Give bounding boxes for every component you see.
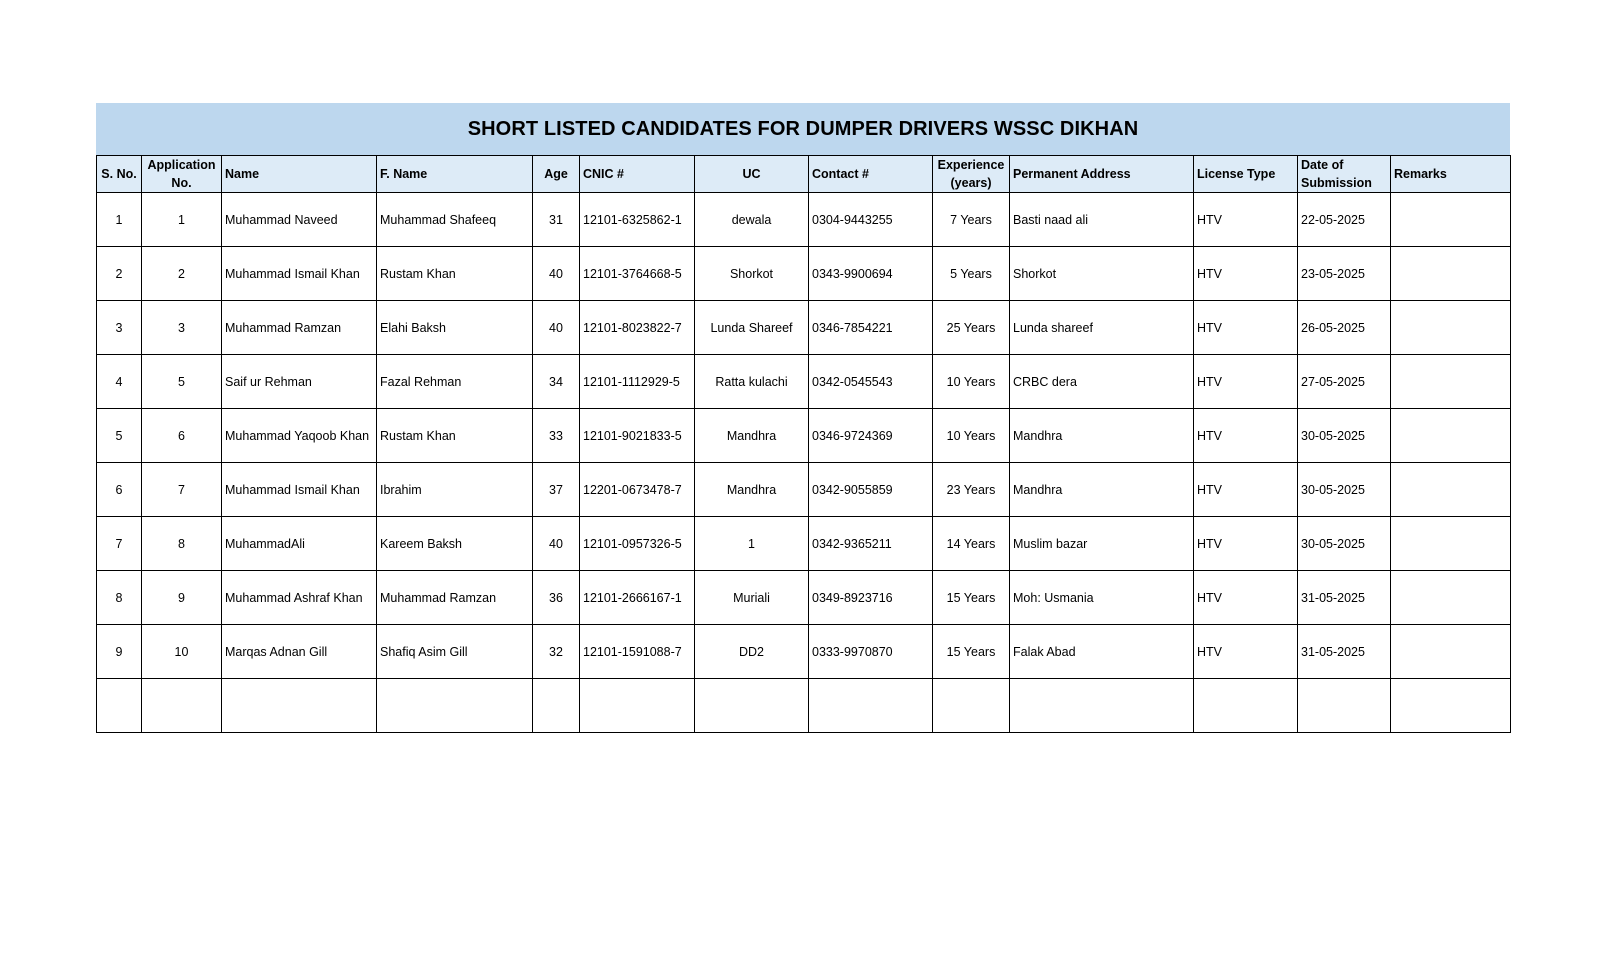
cell-fname: Rustam Khan — [377, 247, 533, 301]
cell-fname: Ibrahim — [377, 463, 533, 517]
cell-contact: 0342-0545543 — [809, 355, 933, 409]
cell-date: 31-05-2025 — [1298, 571, 1391, 625]
cell-experience: 25 Years — [933, 301, 1010, 355]
header-uc: UC — [695, 156, 809, 193]
cell-address: Shorkot — [1010, 247, 1194, 301]
cell-cnic: 12101-3764668-5 — [580, 247, 695, 301]
cell-uc: Mandhra — [695, 409, 809, 463]
cell-remarks — [1391, 679, 1511, 733]
cell-uc: Ratta kulachi — [695, 355, 809, 409]
cell-remarks — [1391, 463, 1511, 517]
cell-uc: Muriali — [695, 571, 809, 625]
cell-sno — [97, 679, 142, 733]
cell-fname: Elahi Baksh — [377, 301, 533, 355]
cell-address: Lunda shareef — [1010, 301, 1194, 355]
cell-name: Saif ur Rehman — [222, 355, 377, 409]
cell-remarks — [1391, 409, 1511, 463]
header-permanent-address: Permanent Address — [1010, 156, 1194, 193]
cell-address: Falak Abad — [1010, 625, 1194, 679]
table-row — [97, 247, 1511, 301]
header-cnic: CNIC # — [580, 156, 695, 193]
cell-contact: 0346-9724369 — [809, 409, 933, 463]
cell-address: Basti naad ali — [1010, 193, 1194, 247]
cell-sno: 9 — [97, 625, 142, 679]
cell-contact: 0333-9970870 — [809, 625, 933, 679]
cell-date: 30-05-2025 — [1298, 409, 1391, 463]
cell-uc: 1 — [695, 517, 809, 571]
cell-experience: 15 Years — [933, 571, 1010, 625]
cell-app-no: 1 — [142, 193, 222, 247]
cell-date: 22-05-2025 — [1298, 193, 1391, 247]
cell-name: Muhammad Ashraf Khan — [222, 571, 377, 625]
cell-age: 34 — [533, 355, 580, 409]
header-experience: Experience (years) — [933, 156, 1010, 193]
cell-remarks — [1391, 517, 1511, 571]
cell-license — [1194, 679, 1298, 733]
cell-name: Marqas Adnan Gill — [222, 625, 377, 679]
cell-fname: Rustam Khan — [377, 409, 533, 463]
cell-cnic: 12101-6325862-1 — [580, 193, 695, 247]
cell-app-no: 8 — [142, 517, 222, 571]
cell-app-no: 3 — [142, 301, 222, 355]
candidates-table — [96, 155, 1511, 733]
cell-app-no: 10 — [142, 625, 222, 679]
cell-contact: 0342-9365211 — [809, 517, 933, 571]
cell-address: CRBC dera — [1010, 355, 1194, 409]
table-row — [97, 301, 1511, 355]
cell-fname: Shafiq Asim Gill — [377, 625, 533, 679]
cell-cnic: 12101-0957326-5 — [580, 517, 695, 571]
cell-sno: 8 — [97, 571, 142, 625]
header-father-name: F. Name — [377, 156, 533, 193]
cell-experience: 10 Years — [933, 355, 1010, 409]
candidates-sheet — [96, 103, 1510, 733]
cell-cnic: 12101-1112929-5 — [580, 355, 695, 409]
cell-contact: 0349-8923716 — [809, 571, 933, 625]
header-name: Name — [222, 156, 377, 193]
cell-remarks — [1391, 625, 1511, 679]
cell-sno: 4 — [97, 355, 142, 409]
cell-age: 31 — [533, 193, 580, 247]
cell-cnic — [580, 679, 695, 733]
cell-experience — [933, 679, 1010, 733]
cell-remarks — [1391, 355, 1511, 409]
cell-cnic: 12101-1591088-7 — [580, 625, 695, 679]
cell-address — [1010, 679, 1194, 733]
cell-uc: Lunda Shareef — [695, 301, 809, 355]
cell-sno: 1 — [97, 193, 142, 247]
table-row — [97, 517, 1511, 571]
cell-cnic: 12101-8023822-7 — [580, 301, 695, 355]
cell-age: 40 — [533, 247, 580, 301]
table-row — [97, 409, 1511, 463]
cell-address: Muslim bazar — [1010, 517, 1194, 571]
header-date-of-submission: Date of Submission — [1298, 156, 1391, 193]
cell-sno: 5 — [97, 409, 142, 463]
cell-experience: 14 Years — [933, 517, 1010, 571]
cell-fname: Muhammad Shafeeq — [377, 193, 533, 247]
cell-experience: 10 Years — [933, 409, 1010, 463]
cell-fname: Fazal Rehman — [377, 355, 533, 409]
cell-app-no: 2 — [142, 247, 222, 301]
cell-license: HTV — [1194, 463, 1298, 517]
cell-experience: 23 Years — [933, 463, 1010, 517]
cell-contact: 0343-9900694 — [809, 247, 933, 301]
cell-uc: dewala — [695, 193, 809, 247]
cell-date — [1298, 679, 1391, 733]
cell-date: 26-05-2025 — [1298, 301, 1391, 355]
cell-name: Muhammad Ismail Khan — [222, 247, 377, 301]
cell-sno: 6 — [97, 463, 142, 517]
cell-license: HTV — [1194, 247, 1298, 301]
cell-age: 37 — [533, 463, 580, 517]
cell-name: Muhammad Ramzan — [222, 301, 377, 355]
table-row — [97, 463, 1511, 517]
cell-cnic: 12101-9021833-5 — [580, 409, 695, 463]
cell-name — [222, 679, 377, 733]
cell-contact: 0304-9443255 — [809, 193, 933, 247]
cell-license: HTV — [1194, 571, 1298, 625]
cell-uc: Mandhra — [695, 463, 809, 517]
cell-experience: 15 Years — [933, 625, 1010, 679]
table-row — [97, 355, 1511, 409]
header-contact: Contact # — [809, 156, 933, 193]
cell-date: 31-05-2025 — [1298, 625, 1391, 679]
header-application-no: Application No. — [142, 156, 222, 193]
cell-fname — [377, 679, 533, 733]
cell-age: 33 — [533, 409, 580, 463]
cell-fname: Muhammad Ramzan — [377, 571, 533, 625]
cell-remarks — [1391, 247, 1511, 301]
cell-sno: 3 — [97, 301, 142, 355]
cell-contact: 0342-9055859 — [809, 463, 933, 517]
cell-uc — [695, 679, 809, 733]
cell-remarks — [1391, 571, 1511, 625]
table-body — [97, 193, 1511, 733]
cell-name: MuhammadAli — [222, 517, 377, 571]
table-header-row — [97, 156, 1511, 193]
table-row — [97, 625, 1511, 679]
table-row — [97, 571, 1511, 625]
cell-sno: 7 — [97, 517, 142, 571]
cell-name: Muhammad Naveed — [222, 193, 377, 247]
cell-app-no: 7 — [142, 463, 222, 517]
cell-license: HTV — [1194, 301, 1298, 355]
cell-uc: DD2 — [695, 625, 809, 679]
cell-age: 32 — [533, 625, 580, 679]
header-age: Age — [533, 156, 580, 193]
cell-address: Moh: Usmania — [1010, 571, 1194, 625]
cell-sno: 2 — [97, 247, 142, 301]
cell-date: 30-05-2025 — [1298, 463, 1391, 517]
header-license-type: License Type — [1194, 156, 1298, 193]
cell-contact: 0346-7854221 — [809, 301, 933, 355]
cell-cnic: 12201-0673478-7 — [580, 463, 695, 517]
cell-cnic: 12101-2666167-1 — [580, 571, 695, 625]
cell-date: 23-05-2025 — [1298, 247, 1391, 301]
header-sno: S. No. — [97, 156, 142, 193]
cell-name: Muhammad Ismail Khan — [222, 463, 377, 517]
cell-age — [533, 679, 580, 733]
cell-date: 27-05-2025 — [1298, 355, 1391, 409]
cell-app-no: 5 — [142, 355, 222, 409]
cell-license: HTV — [1194, 193, 1298, 247]
cell-name: Muhammad Yaqoob Khan — [222, 409, 377, 463]
cell-contact — [809, 679, 933, 733]
cell-age: 40 — [533, 301, 580, 355]
cell-address: Mandhra — [1010, 463, 1194, 517]
cell-address: Mandhra — [1010, 409, 1194, 463]
table-row — [97, 679, 1511, 733]
cell-license: HTV — [1194, 625, 1298, 679]
table-row — [97, 193, 1511, 247]
cell-date: 30-05-2025 — [1298, 517, 1391, 571]
sheet-title: SHORT LISTED CANDIDATES FOR DUMPER DRIVERS WSSC DIKHAN — [96, 103, 1510, 155]
cell-remarks — [1391, 193, 1511, 247]
cell-app-no: 6 — [142, 409, 222, 463]
cell-uc: Shorkot — [695, 247, 809, 301]
header-remarks: Remarks — [1391, 156, 1511, 193]
cell-age: 36 — [533, 571, 580, 625]
cell-fname: Kareem Baksh — [377, 517, 533, 571]
cell-remarks — [1391, 301, 1511, 355]
cell-license: HTV — [1194, 409, 1298, 463]
cell-app-no: 9 — [142, 571, 222, 625]
cell-age: 40 — [533, 517, 580, 571]
cell-experience: 7 Years — [933, 193, 1010, 247]
cell-app-no — [142, 679, 222, 733]
cell-experience: 5 Years — [933, 247, 1010, 301]
cell-license: HTV — [1194, 517, 1298, 571]
cell-license: HTV — [1194, 355, 1298, 409]
